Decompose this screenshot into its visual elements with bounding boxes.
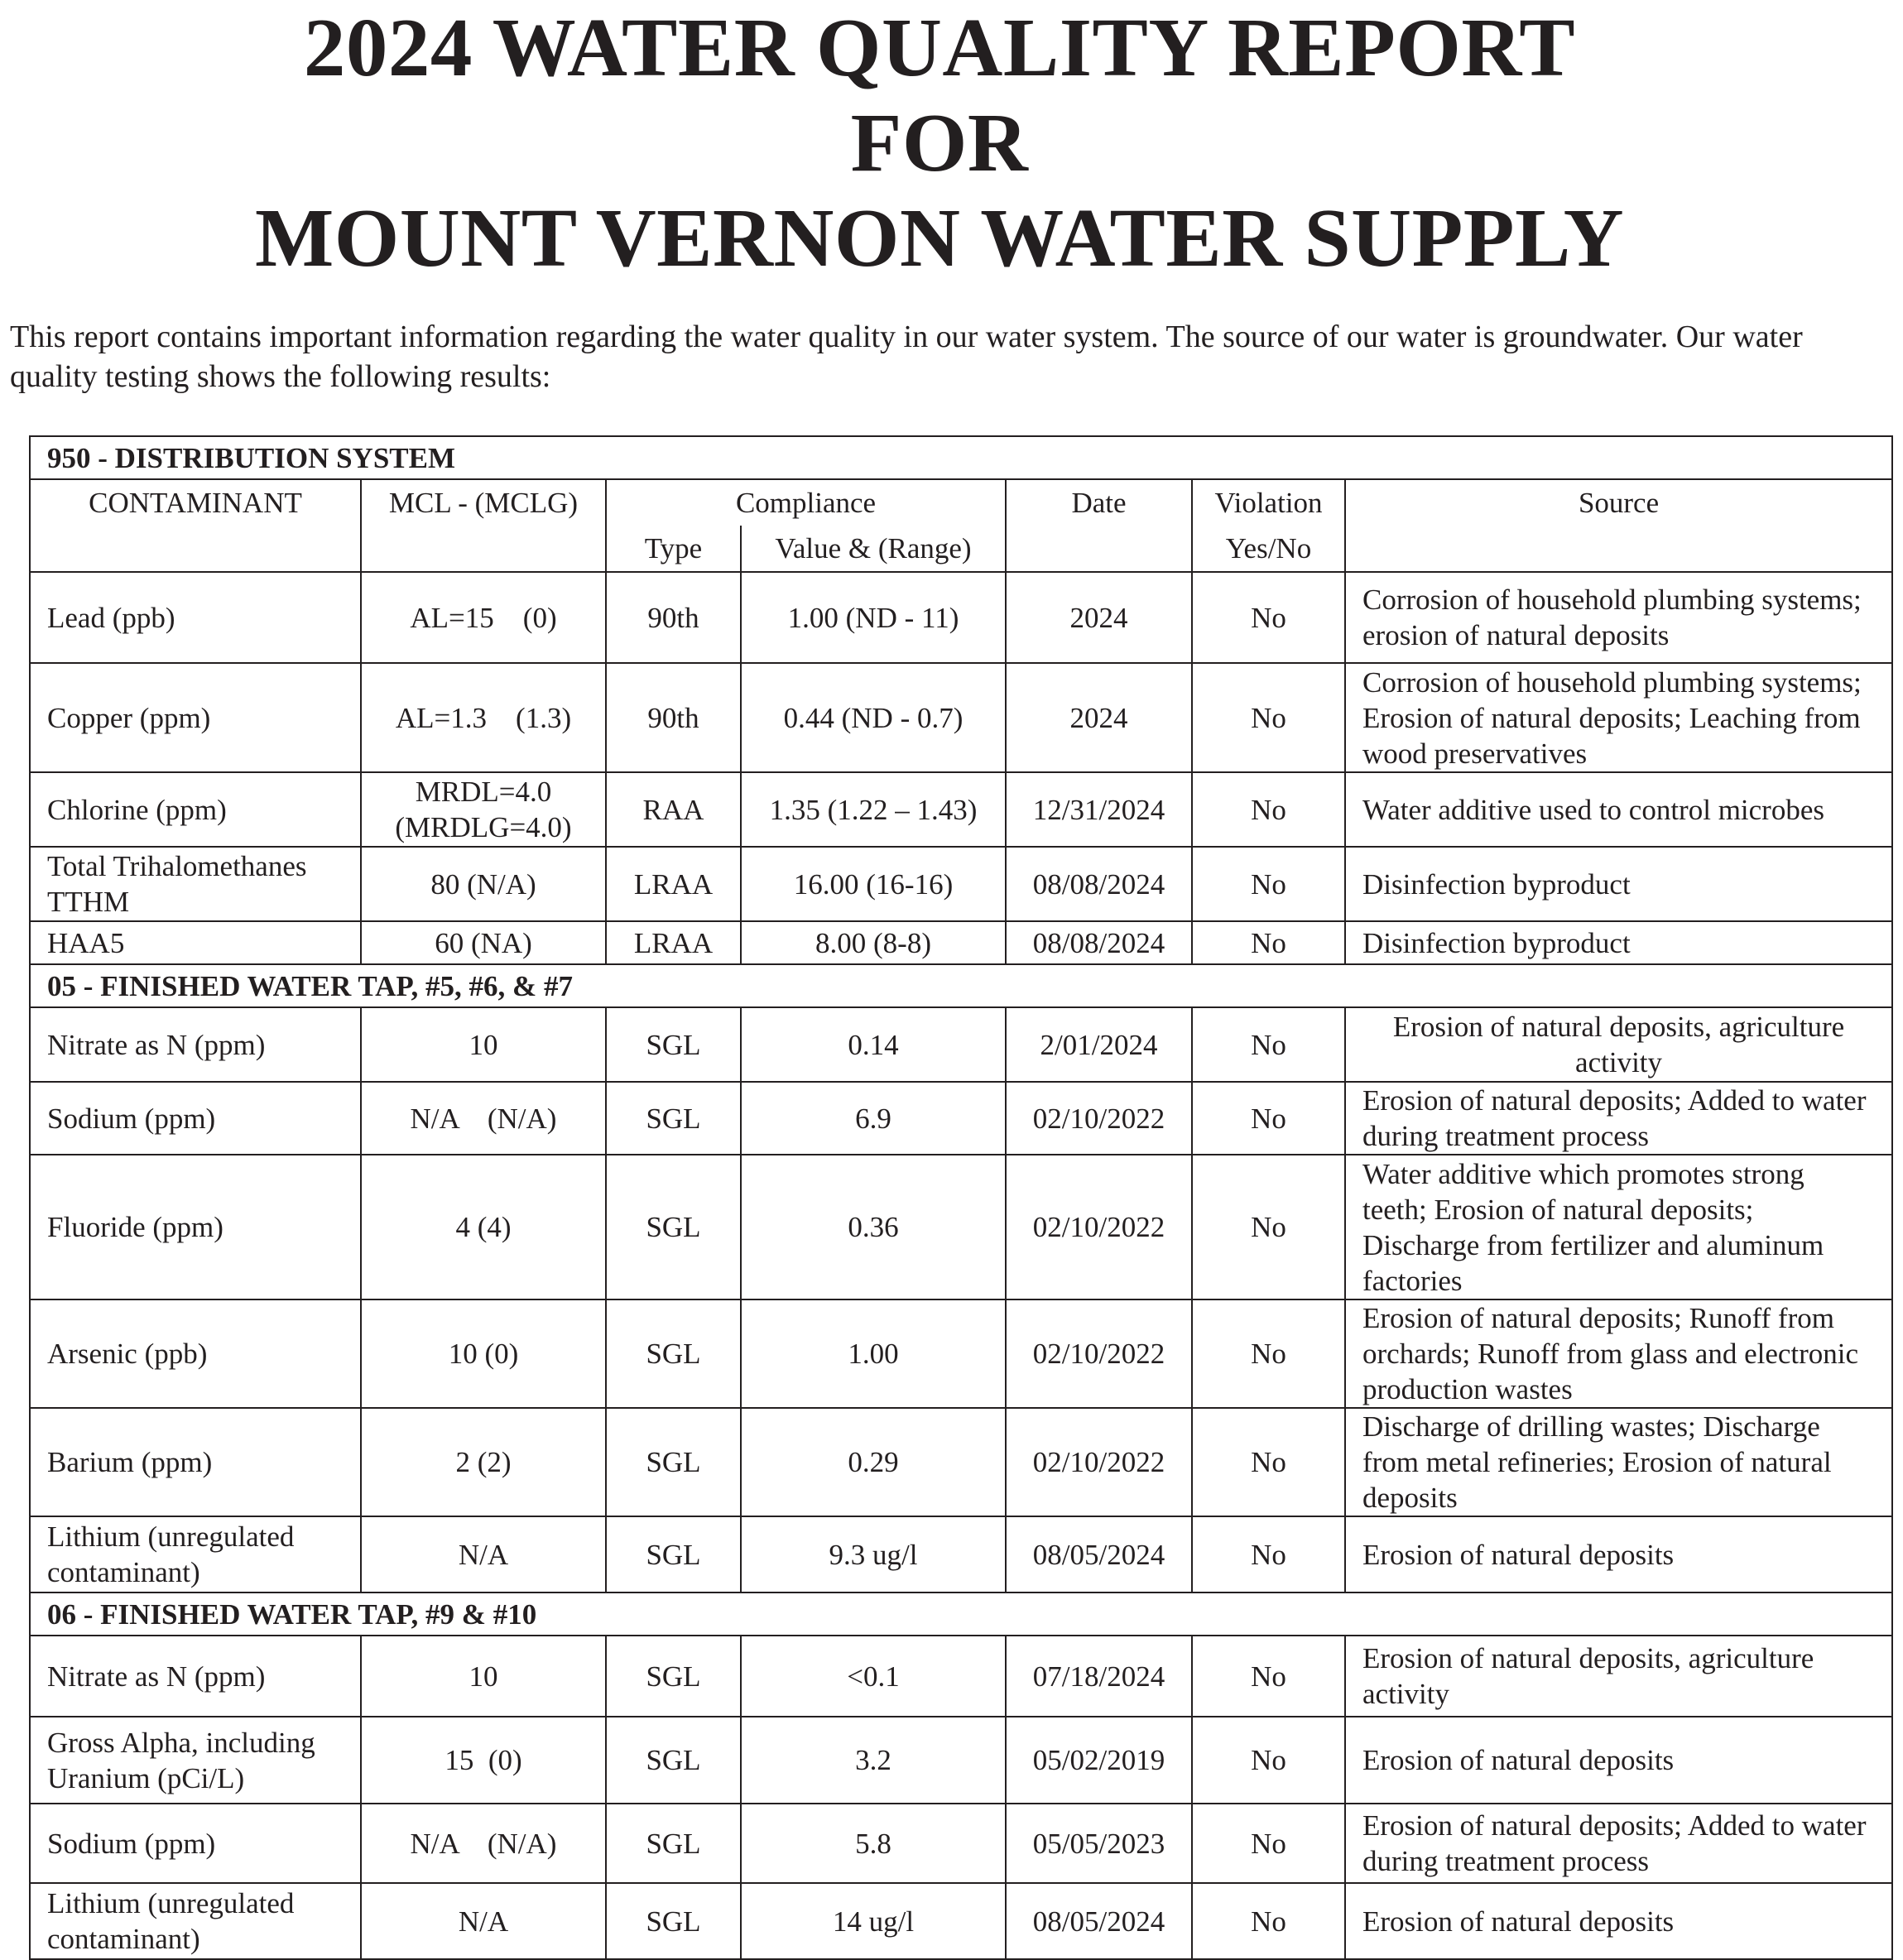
cell-source: Erosion of natural deposits: [1345, 1516, 1892, 1592]
table-row: [30, 847, 1892, 921]
subheader-contaminant-empty: [30, 526, 361, 572]
cell-source: Corrosion of household plumbing systems; Erosion of natural deposits; Leaching from wood preservatives: [1345, 663, 1892, 772]
cell-value: 1.00: [741, 1299, 1006, 1408]
subheader-mcl-empty: [361, 526, 606, 572]
section-title: 950 - DISTRIBUTION SYSTEM: [30, 436, 1892, 479]
cell-violation: No: [1192, 1883, 1345, 1959]
cell-type: LRAA: [606, 847, 741, 921]
cell-contaminant: Arsenic (ppb): [30, 1299, 361, 1408]
cell-type: SGL: [606, 1408, 741, 1516]
cell-violation: No: [1192, 572, 1345, 663]
cell-value: 3.2: [741, 1717, 1006, 1804]
table-row: [30, 1804, 1892, 1883]
table-row: [30, 1155, 1892, 1299]
cell-mcl: 2 (2): [361, 1408, 606, 1516]
cell-date: 07/18/2024: [1006, 1636, 1192, 1717]
cell-source: Erosion of natural deposits, agriculture activity: [1345, 1636, 1892, 1717]
cell-value: 0.36: [741, 1155, 1006, 1299]
cell-source: Erosion of natural deposits; Added to water during treatment process: [1345, 1082, 1892, 1155]
cell-violation: No: [1192, 663, 1345, 772]
cell-type: SGL: [606, 1804, 741, 1883]
cell-type: SGL: [606, 1007, 741, 1082]
section-header-row: [30, 1592, 1892, 1636]
cell-mcl: 10: [361, 1636, 606, 1717]
header-date: Date: [1006, 479, 1192, 526]
cell-violation: No: [1192, 1299, 1345, 1408]
cell-value: 0.14: [741, 1007, 1006, 1082]
header-yes-no: Yes/No: [1192, 526, 1345, 572]
cell-contaminant: Copper (ppm): [30, 663, 361, 772]
cell-source: Discharge of drilling wastes; Discharge from metal refineries; Erosion of natural deposits: [1345, 1408, 1892, 1516]
table-row: [30, 1516, 1892, 1592]
cell-value: 9.3 ug/l: [741, 1516, 1006, 1592]
title-line-3: MOUNT VERNON WATER SUPPLY: [254, 191, 1625, 284]
cell-source: Erosion of natural deposits; Added to water during treatment process: [1345, 1804, 1892, 1883]
cell-date: 08/08/2024: [1006, 921, 1192, 964]
cell-type: SGL: [606, 1299, 741, 1408]
cell-contaminant: Nitrate as N (ppm): [30, 1636, 361, 1717]
cell-value: 5.8: [741, 1804, 1006, 1883]
cell-date: 12/31/2024: [1006, 772, 1192, 847]
cell-source: Disinfection byproduct: [1345, 921, 1892, 964]
cell-violation: No: [1192, 1082, 1345, 1155]
cell-source: Erosion of natural deposits: [1345, 1717, 1892, 1804]
header-mcl: MCL - (MCLG): [361, 479, 606, 526]
cell-violation: No: [1192, 1804, 1345, 1883]
table-row: [30, 1082, 1892, 1155]
header-contaminant: CONTAMINANT: [30, 479, 361, 526]
cell-date: 02/10/2022: [1006, 1155, 1192, 1299]
cell-violation: No: [1192, 1516, 1345, 1592]
cell-type: SGL: [606, 1717, 741, 1804]
cell-source: Erosion of natural deposits, agriculture activity: [1345, 1007, 1892, 1082]
cell-date: 05/05/2023: [1006, 1804, 1192, 1883]
column-subheader-row: [30, 526, 1892, 572]
table-row: [30, 663, 1892, 772]
cell-date: 2024: [1006, 572, 1192, 663]
cell-date: 2024: [1006, 663, 1192, 772]
cell-contaminant: Lithium (unregulated contaminant): [30, 1516, 361, 1592]
cell-source: Disinfection byproduct: [1345, 847, 1892, 921]
cell-value: 16.00 (16-16): [741, 847, 1006, 921]
cell-violation: No: [1192, 1636, 1345, 1717]
table-row: [30, 921, 1892, 964]
cell-contaminant: HAA5: [30, 921, 361, 964]
table-row: [30, 1299, 1892, 1408]
cell-mcl: N/A: [361, 1516, 606, 1592]
table-row: [30, 572, 1892, 663]
header-compliance: Compliance: [606, 479, 1006, 526]
cell-value: 8.00 (8-8): [741, 921, 1006, 964]
cell-mcl: 10 (0): [361, 1299, 606, 1408]
section-header-row: [30, 436, 1892, 479]
water-quality-table: [29, 435, 1893, 1960]
cell-violation: No: [1192, 1007, 1345, 1082]
subheader-source-empty: [1345, 526, 1892, 572]
cell-date: 08/08/2024: [1006, 847, 1192, 921]
cell-value: 6.9: [741, 1082, 1006, 1155]
cell-type: SGL: [606, 1883, 741, 1959]
cell-mcl: 15 (0): [361, 1717, 606, 1804]
section-title: 06 - FINISHED WATER TAP, #9 & #10: [30, 1592, 1892, 1636]
cell-violation: No: [1192, 772, 1345, 847]
cell-contaminant: Lead (ppb): [30, 572, 361, 663]
header-type: Type: [606, 526, 741, 572]
header-value-range: Value & (Range): [741, 526, 1006, 572]
cell-mcl: N/A: [361, 1883, 606, 1959]
cell-contaminant: Gross Alpha, including Uranium (pCi/L): [30, 1717, 361, 1804]
cell-mcl: AL=15 (0): [361, 572, 606, 663]
cell-type: SGL: [606, 1082, 741, 1155]
cell-violation: No: [1192, 1717, 1345, 1804]
cell-contaminant: Lithium (unregulated contaminant): [30, 1883, 361, 1959]
cell-violation: No: [1192, 921, 1345, 964]
cell-contaminant: Nitrate as N (ppm): [30, 1007, 361, 1082]
cell-value: 1.00 (ND - 11): [741, 572, 1006, 663]
cell-contaminant: Chlorine (ppm): [30, 772, 361, 847]
cell-mcl: 60 (NA): [361, 921, 606, 964]
header-source: Source: [1345, 479, 1892, 526]
intro-paragraph: This report contains important information regarding the water quality in our water system. The source of our water is groundwater. Our water quality testing shows the following results:: [10, 319, 1803, 394]
cell-contaminant: Barium (ppm): [30, 1408, 361, 1516]
cell-contaminant: Sodium (ppm): [30, 1082, 361, 1155]
cell-contaminant: Sodium (ppm): [30, 1804, 361, 1883]
section-title: 05 - FINISHED WATER TAP, #5, #6, & #7: [30, 964, 1892, 1007]
table-row: [30, 1883, 1892, 1959]
cell-type: SGL: [606, 1636, 741, 1717]
cell-mcl: AL=1.3 (1.3): [361, 663, 606, 772]
cell-value: 14 ug/l: [741, 1883, 1006, 1959]
cell-violation: No: [1192, 1155, 1345, 1299]
cell-mcl: MRDL=4.0 (MRDLG=4.0): [361, 772, 606, 847]
title-line-1: 2024 WATER QUALITY REPORT: [303, 1, 1576, 94]
cell-source: Water additive used to control microbes: [1345, 772, 1892, 847]
cell-date: 02/10/2022: [1006, 1082, 1192, 1155]
cell-mcl: N/A (N/A): [361, 1804, 606, 1883]
cell-type: LRAA: [606, 921, 741, 964]
table-row: [30, 1007, 1892, 1082]
cell-value: 0.29: [741, 1408, 1006, 1516]
cell-date: 02/10/2022: [1006, 1299, 1192, 1408]
cell-value: 1.35 (1.22 – 1.43): [741, 772, 1006, 847]
table-row: [30, 1408, 1892, 1516]
report-title: [0, 0, 1879, 286]
cell-type: RAA: [606, 772, 741, 847]
cell-type: SGL: [606, 1155, 741, 1299]
cell-date: 05/02/2019: [1006, 1717, 1192, 1804]
subheader-date-empty: [1006, 526, 1192, 572]
table-row: [30, 772, 1892, 847]
section-header-row: [30, 964, 1892, 1007]
cell-source: Corrosion of household plumbing systems; erosion of natural deposits: [1345, 572, 1892, 663]
title-line-2: FOR: [850, 96, 1029, 189]
cell-contaminant: Fluoride (ppm): [30, 1155, 361, 1299]
cell-mcl: 80 (N/A): [361, 847, 606, 921]
cell-mcl: 4 (4): [361, 1155, 606, 1299]
header-violation: Violation: [1192, 479, 1345, 526]
table-row: [30, 1717, 1892, 1804]
cell-source: Water additive which promotes strong teeth; Erosion of natural deposits; Discharge from fertilizer and aluminum factories: [1345, 1155, 1892, 1299]
column-header-row: [30, 479, 1892, 526]
cell-type: SGL: [606, 1516, 741, 1592]
cell-mcl: 10: [361, 1007, 606, 1082]
cell-type: 90th: [606, 663, 741, 772]
cell-value: 0.44 (ND - 0.7): [741, 663, 1006, 772]
cell-source: Erosion of natural deposits: [1345, 1883, 1892, 1959]
cell-type: 90th: [606, 572, 741, 663]
cell-date: 2/01/2024: [1006, 1007, 1192, 1082]
cell-date: 08/05/2024: [1006, 1883, 1192, 1959]
cell-date: 08/05/2024: [1006, 1516, 1192, 1592]
cell-violation: No: [1192, 1408, 1345, 1516]
cell-violation: No: [1192, 847, 1345, 921]
cell-value: <0.1: [741, 1636, 1006, 1717]
cell-source: Erosion of natural deposits; Runoff from orchards; Runoff from glass and electronic production wastes: [1345, 1299, 1892, 1408]
table-row: [30, 1636, 1892, 1717]
cell-contaminant: Total Trihalomethanes TTHM: [30, 847, 361, 921]
cell-date: 02/10/2022: [1006, 1408, 1192, 1516]
cell-mcl: N/A (N/A): [361, 1082, 606, 1155]
